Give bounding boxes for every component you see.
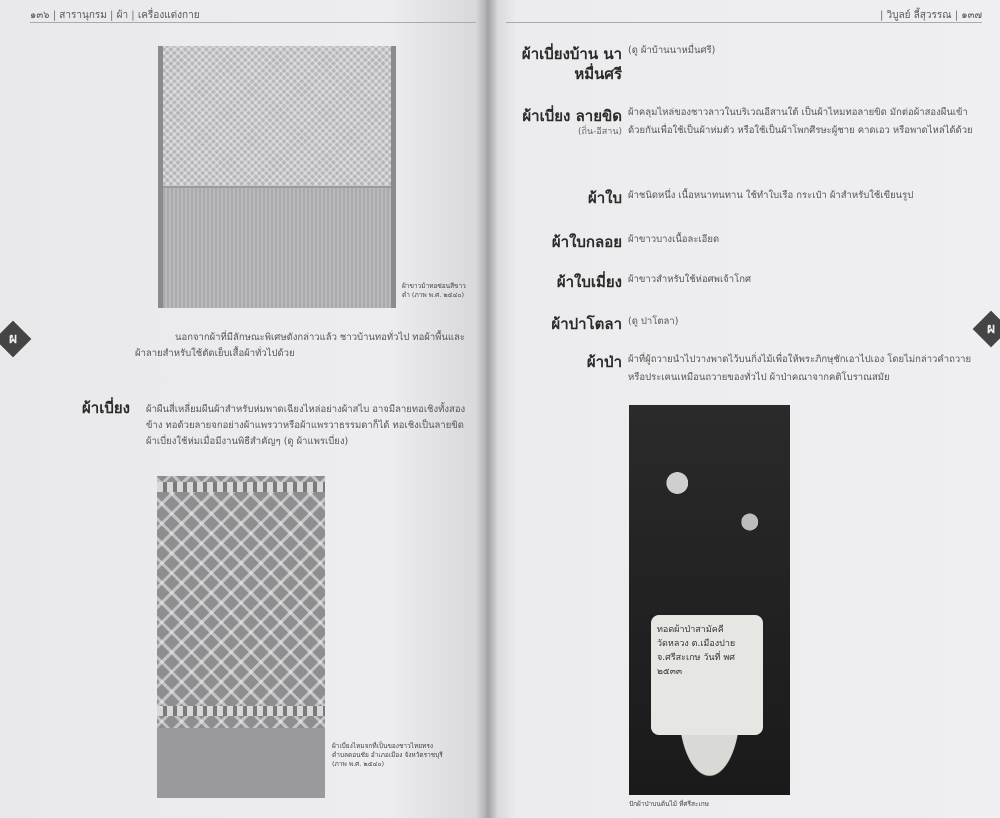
entry-term-pha-patola: [506, 314, 622, 334]
left-page: [0, 0, 486, 818]
patterned-shawl-figure: [157, 476, 325, 798]
entry-term-text: ผ้าเบี่ยงบ้าน นาหมื่นศรี: [521, 45, 622, 83]
pha-pa-photo: [629, 405, 790, 795]
left-tab-letter: ผ: [8, 330, 18, 347]
entry-definition: ผ้าชนิดหนึ่ง เนื้อหนาทนทาน ใช้ทำใบเรือ กระเป๋า ผ้าสำหรับใช้เขียนรูป: [628, 190, 914, 201]
entry-term-pha-bai-kloi: [506, 232, 622, 252]
entry-definition: ผ้าที่ผู้ถวายนำไปวางพาดไว้บนกิ่งไม้เพื่อให้พระภิกษุชักเอาไปเอง โดยไม่กล่าวคำถวายหรือประเคนเหมือนถวายของทั่วไป ผ้าป่าคณาจากคติโบราณสมัย: [628, 354, 972, 383]
figure1-caption: ผ้าขาวม้าทอซ่อนสีขาวดำ (ภาพ พ.ศ. ๒๕๔๐): [402, 282, 466, 299]
book-gutter: [476, 0, 498, 818]
entry-term-text: ผ้าใบ: [587, 189, 622, 207]
right-header-rule: [506, 22, 982, 23]
left-thumb-tab: [0, 321, 31, 358]
shawl-top-band: [157, 482, 325, 492]
checked-cloth-lower-panel: [163, 186, 391, 308]
left-header-rule: [30, 22, 476, 23]
right-thumb-tab: [973, 311, 1000, 348]
entry-term-text: ผ้าเบี่ยง ลายขิด: [522, 107, 622, 125]
right-page: [486, 0, 1000, 818]
entry-term-text: ผ้าป่า: [586, 353, 622, 371]
figure2-caption: ผ้าเบี่ยงไหมจกที่เป็นของชาวไทยทรง ตำบลดอนชัย อำเภอเมือง จังหวัดราชบุรี (ภาพ พ.ศ. ๒๕๔๐): [332, 742, 443, 768]
entry-term-text: ผ้าปาโตลา: [551, 315, 622, 333]
entry-term-text: ผ้าใบกลอย: [551, 233, 622, 251]
shawl-lower-band: [157, 706, 325, 716]
figure3-caption: ปักผ้าป่าบนต้นไม้ ที่ศรีสะเกษ: [629, 800, 709, 808]
left-header-category: เครื่องแต่งกาย: [137, 10, 200, 21]
entry-term-pha-bai: [506, 188, 622, 208]
entry-definition: ผ้าขาวบางเนื้อละเอียด: [628, 234, 720, 245]
entry-term-pha-biang: ผ้าเบี่ยง: [82, 399, 130, 417]
right-tab-letter: ผ: [986, 320, 996, 337]
entry-definition: (ดู ปาโตลา): [628, 316, 679, 327]
paragraph-intro: นอกจากผ้าที่มีลักษณะพิเศษดังกล่าวแล้ว ชาวบ้านทอทั่วไป ทอผ้าพื้นและผ้าลายสำหรับใช้ตัดเย็บเสื้อผ้าทั่วไปด้วย: [135, 332, 465, 359]
checked-cloth-figure: [158, 46, 396, 308]
left-page-number: ๑๓๖: [30, 10, 50, 21]
right-header-author: วิบูลย์ ลี้สุวรรณ: [886, 10, 952, 21]
entry-definition: ผ้าคลุมไหล่ของชาวลาวในบริเวณอีสานใต้ เป็นผ้าไหมทอลายขิด มักต่อผ้าสองผืนเข้าด้วยกันเพื่อใช้เป็นผ้าห่มตัว หรือใช้เป็นผ้าโพกศีรษะผู้ชาย คาดเอว หรือพาดไหล่ได้ด้วย: [628, 107, 973, 136]
photo-sign: ทอดผ้าป่าสามัคคี วัดหลวง ต.เมืองปาย จ.ศรีสะเกษ วันที่ พศ ๒๕๓๓: [651, 615, 763, 735]
entry-definition: ผ้าขาวสำหรับใช้ห่อศพเจ้าโกศ: [628, 274, 751, 285]
left-page-header: ๑๓๖ | สารานุกรม | ผ้า | เครื่องแต่งกาย: [30, 10, 200, 21]
entry-term-pha-pa: [506, 352, 622, 372]
entry-term-pha-biang-lai-khit: [506, 106, 622, 138]
right-page-header: | วิบูลย์ ลี้สุวรรณ | ๑๓๗: [879, 10, 982, 21]
entry-term-region: (ถิ่น-อีสาน): [578, 127, 622, 137]
entry-term-text: ผ้าใบเมี่ยง: [556, 273, 622, 291]
left-header-section: สารานุกรม: [59, 10, 107, 21]
shawl-fringe-panel: [157, 728, 325, 798]
entry-term-pha-bai-miang: [506, 272, 622, 292]
entry-definition: (ดู ผ้าบ้านนาหมื่นศรี): [628, 45, 716, 56]
entry-term-pha-biang-ban: [506, 44, 622, 84]
entry-definition-pha-biang: ผ้าผืนสี่เหลี่ยมผืนผ้าสำหรับห่มพาดเฉียงไหล่อย่างผ้าสไบ อาจมีลายทอเชิงทั้งสองข้าง ทอด้วยลายจกอย่างผ้าแพรวาหรือผ้าแพรวาธรรมดาก็ได้ ทอเชิงเป็นลายขิด ผ้าเบี่ยงใช้ห่มเมื่อมีงานพิธีสำคัญๆ (ดู ผ้าแพรเบี่ยง): [146, 404, 466, 447]
right-page-number: ๑๓๗: [961, 10, 982, 21]
left-header-letter: ผ้า: [116, 10, 129, 21]
